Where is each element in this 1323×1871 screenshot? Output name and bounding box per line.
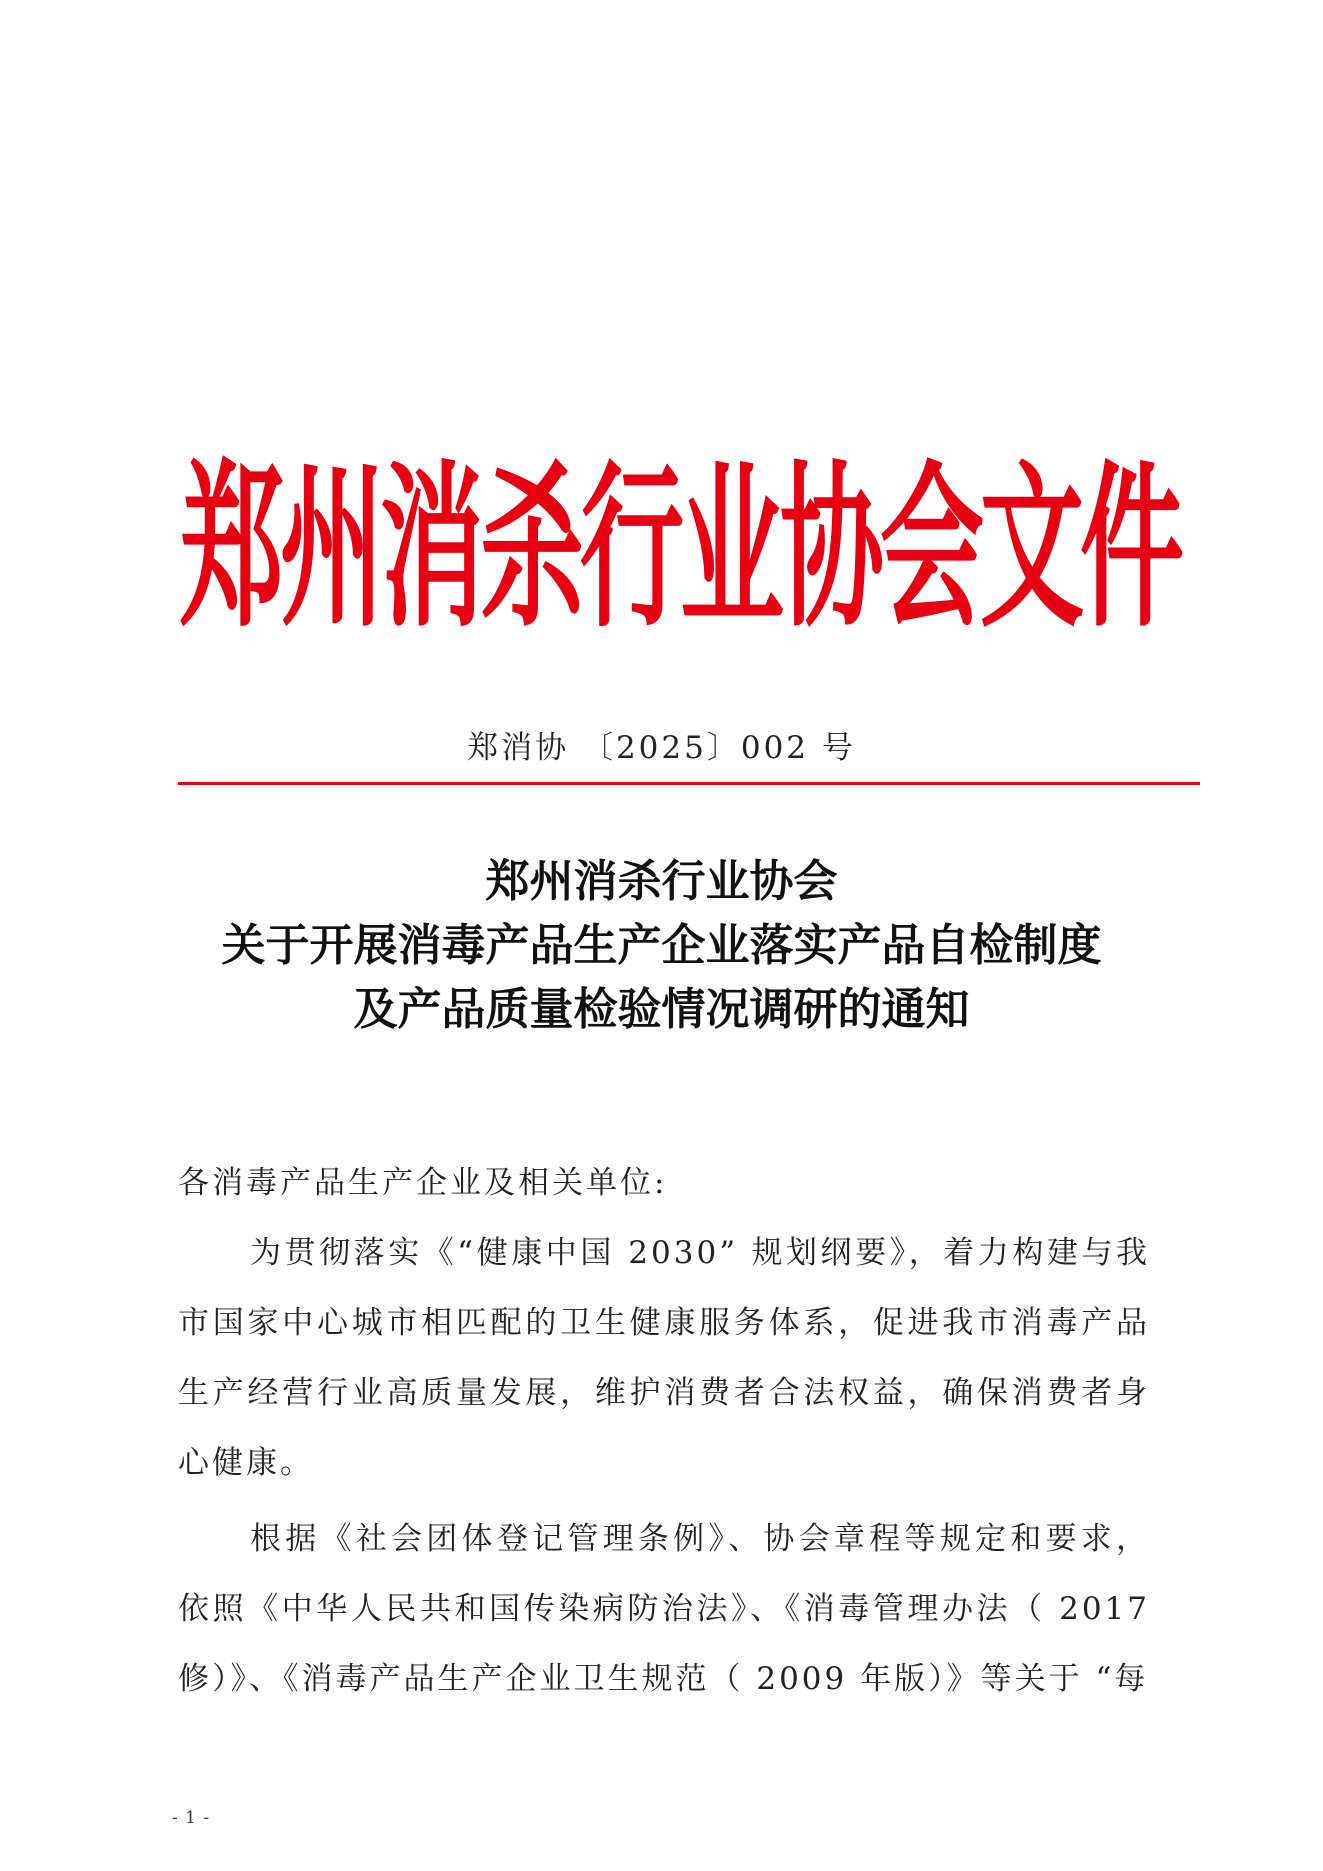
title-line-3: 及产品质量检验情况调研的通知 — [353, 984, 970, 1035]
salutation: 各消毒产品生产企业及相关单位: — [178, 1165, 668, 1201]
title-line-2: 关于开展消毒产品生产企业落实产品自检制度 — [221, 920, 1102, 971]
paragraph-1: 为贯彻落实《“健康中国 2030” 规划纲要》，着力构建与我市国家中心城市相匹配的卫生健康服务体系，促进我市消毒产品生产经营行业高质量发展，维护消费者合法权益，确保消费者身心健康。 — [178, 1235, 1150, 1481]
title-line-1: 郑州消杀行业协会 — [485, 856, 838, 907]
document-title — [150, 850, 1173, 1042]
red-divider-line — [178, 782, 1200, 785]
masthead-title: 郑州消杀行业协会文件 — [180, 442, 1181, 652]
document-number: 郑消协 〔2025〕002 号 — [467, 730, 856, 766]
paragraph-2: 根据《社会团体登记管理条例》、协会章程等规定和要求，依照《中华人民共和国传染病防治法》、《消毒管理办法（ 2017 修）》、《消毒产品生产企业卫生规范（ 2009 年版）》等关于 “每 — [178, 1521, 1150, 1697]
document-body — [178, 1148, 1150, 1714]
page-number: - 1 - — [172, 1808, 211, 1828]
